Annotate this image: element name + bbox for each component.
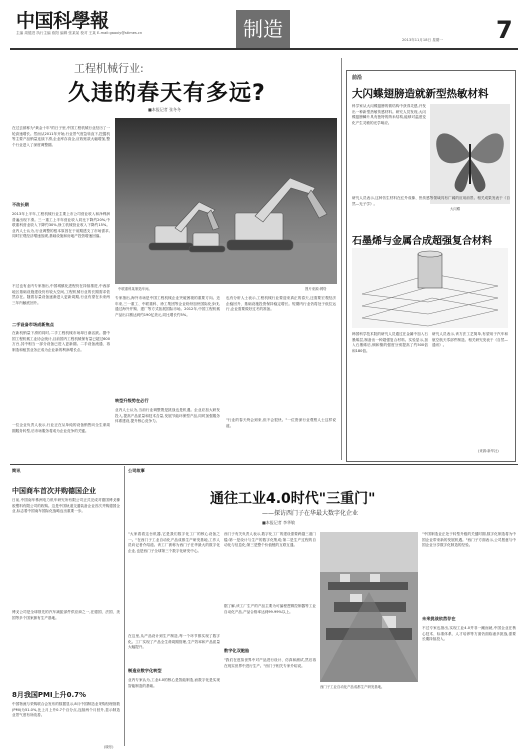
excavator-photo — [115, 118, 337, 284]
lead-subhead-3: 转型升级势在必行 — [115, 398, 149, 403]
lead-byline: ■本报记者 张冬冬 — [148, 107, 182, 112]
company-subhead-1: 制造业数字化转型 — [128, 668, 162, 673]
company-tag: 公司故事 — [128, 468, 145, 473]
newspaper-logo: 中国科學報 — [16, 10, 109, 32]
lead-photo-credit: 图片来源:网络 — [305, 287, 327, 291]
science-title-2: 石墨烯与金属合成超强复合材料 — [352, 236, 492, 247]
science-tag: 前沿 — [352, 75, 363, 81]
science-body-1: 科学家从大闪蝶翅膀的微结构中获得灵感,开发出一种新型热敏传感材料。研究人员发现,大闪蝶翅膀鳞片具有独特的纳米结构,能够对温度变化产生灵敏的光学响应。 — [352, 104, 426, 125]
company-col1: "大家看看这台机器,它是我们数字化工厂的核心设备之一。"在西门子工业自动化产品成都生产研发基地,工作人员向记者介绍道。该工厂被称为西门子在华最大的数字化企业,也是西门子全球第三个数字化研发中心。 — [128, 532, 220, 553]
briefs-divider — [124, 466, 125, 746]
lead-intro: 在过去被称为"黄金十年"的日子里,中国工程机械行业经历了一轮高速增长。然而从2011年开始,行业景气度急转直下,挖掘机等主要产品销量连续下滑,企业库存高企,应收账款大幅增加,整个行业进入了深度调整期。 — [12, 126, 110, 147]
butterfly-caption: 大闪蝶 — [450, 207, 461, 211]
lead-headline: 久违的春天有多远? — [68, 81, 266, 106]
company-col3: "中国制造业正处于转型升级的关键时期,数字化制造将为中国企业带来新的发展机遇。"西门子方面表示,公司愿意与中国企业分享数字化制造的经验。 — [422, 532, 516, 548]
lead-subhead-1: 不改长期 — [12, 202, 29, 207]
company-col2c: "我们在虚拟世界中对产品进行设计、仿真和测试,然后再在现实世界中进行生产。"西门子相关专家介绍说。 — [224, 658, 316, 668]
lead-col4: 也有分析人士表示,工程机械行业要迎来真正的春天,还需要宏观经济企稳回升、基础设施投资保持稳定增长。短期内行业仍将处于低位运行,企业需要做好过冬的准备。 — [226, 296, 336, 312]
briefs-body-1b: 博戈公司是全球领先的汽车减振部件供应商之一,在德国、法国、美国等多个国家拥有生产基地。 — [12, 610, 120, 620]
lead-subhead-2: 二手设备市场成新焦点 — [12, 322, 54, 327]
column-divider — [341, 58, 342, 460]
factory-photo — [320, 532, 418, 682]
lead-body-4: 一位企业负责人表示,行业正在从单纯的设备销售向全生命周期服务转型,后市场服务将成为企业竞争的关键。 — [12, 423, 110, 433]
briefs-title-2: 8月我国PMI上升0.7% — [12, 691, 86, 699]
butterfly-icon — [430, 104, 510, 204]
company-col2: 西门子有关负责人表示,数字化工厂的建设需要跨越三道门槛:第一是设计与生产的数字化集成;第二是生产过程的自动化与信息化;第三是整个价值链的互联互通。 — [224, 532, 316, 548]
lead-col4b: "行业的春天终会到来,但不会很快。"一位资深行业观察人士这样说道。 — [226, 418, 336, 428]
company-subhead-2: 数字化双胞胎 — [224, 648, 250, 653]
company-subhead: ——探访西门子在华最大数字化企业 — [262, 510, 359, 517]
masthead-rule — [10, 48, 518, 50]
briefs-body-1: 日前,中国南车株洲电力机车研究所有限公司正式完成对德国博戈橡胶塑料有限公司的收购。这是中国轨道交通装备企业首次并购德国企业,标志着中国南车国际化战略迈出重要一步。 — [12, 498, 120, 514]
company-col1b: 在这里,从产品设计到生产制造,每一个环节都实现了数字化。工厂实现了产品全生命周期管理,生产效率和产品质量大幅提升。 — [128, 634, 220, 650]
masthead-info: 主编 周德进 执行主编 欧阳 编辑 张某某 校对 王某 E-mail:gaoxiy@stimes.cn — [16, 31, 143, 35]
company-col1c: 业内专家认为,工业4.0的核心是智能制造,而数字化是实现智能制造的基础。 — [128, 678, 220, 688]
company-subhead-3: 未来挑战依然存在 — [422, 616, 456, 621]
science-body-1b: 研究人员表示,这种仿生材料在红外成像、热传感等领域具有广阔的应用前景。相关成果发表于《自然—光子学》。 — [352, 196, 510, 206]
section-rule — [10, 464, 518, 465]
lead-body-2: 不过也有业内专家指出,中国城镇化进程仍在持续推进,中西部地区基础设施建设仍有较大空间,工程机械行业的长期需求依然存在。随着存量设备逐渐进入更新周期,行业有望在未来两三年内触底回升。 — [12, 284, 110, 305]
briefs-body-2: 中国物流与采购联合会发布的数据显示,8月中国制造业采购经理指数(PMI)为51.0%,比上月上升0.7个百分点,连续两个月回升,显示制造业景气度有所改善。 — [12, 702, 120, 718]
briefs-tag: 简讯 — [12, 468, 21, 473]
company-col2b: 据了解,该工厂生产的产品主要为可编程逻辑控制器等工业自动化产品,产品合格率达到99.99%以上。 — [224, 604, 316, 614]
science-credit: (来源:新华社) — [478, 449, 499, 453]
factory-floor-photo — [320, 532, 418, 682]
section-tab: 制造 — [236, 10, 290, 48]
factory-photo-caption: 西门子工业自动化产品成都生产研发基地。 — [320, 685, 385, 689]
science-title-1: 大闪蝶翅膀造就新型热敏材料 — [352, 88, 489, 100]
science-body-2b: 研究人员表示,该方法工艺简单,有望用于汽车和航空航天零部件制造。相关研究发表于《自然—通讯》。 — [432, 332, 508, 348]
page-number: 7 — [496, 16, 513, 44]
butterfly-photo — [430, 104, 510, 204]
lead-kicker: 工程机械行业: — [74, 62, 144, 75]
company-headline: 通往工业4.0时代"三重门" — [210, 491, 376, 507]
briefs-title-1: 中国商车首次并购德国企业 — [12, 487, 96, 495]
lead-photo-caption: 中联重科某制造车间。 — [118, 287, 152, 291]
masthead-date: 2013年11月18日 星期一 — [402, 38, 443, 42]
graphene-diagram — [352, 248, 508, 328]
lead-photo — [115, 118, 337, 284]
company-col3b: 不过专家也指出,实现工业4.0并非一蹴而就,中国企业在核心技术、标准体系、人才培养等方面仍面临诸多挑战,需要长期持续投入。 — [422, 626, 516, 642]
lead-col3b: 业内人士认为,当前行业调整既是挑战也是机遇。企业应加大研发投入,提高产品质量和技术含量,发展节能环保型产品,同时加强服务体系建设,提升核心竞争力。 — [115, 408, 220, 424]
lead-body-3: 在新机销量下滑的同时,二手工程机械市场却日渐活跃。据中国工程机械工业协会统计,目前国内工程机械保有量已超过600万台,其中相当一部分设备已进入更新期。二手设备流通、再制造和租赁业务正成为企业新的利润增长点。 — [12, 331, 110, 352]
graphene-lattice-icon — [352, 248, 508, 328]
lead-col3: 专家指出,海外市场是中国工程机械企业突破困境的重要方向。近年来,三一重工、中联重科、徐工集团等企业纷纷加快国际化步伐,通过海外并购、建厂等方式拓展国际市场。2012年,中国工程机械产品出口额达到约190亿美元,同比增长约5%。 — [115, 296, 220, 317]
briefs-credit: (晓东) — [104, 745, 114, 749]
lead-body-1: 2013年上半年,工程机械行业主要上市公司营业收入和净利润普遍出现下滑。三一重工上半年营业收入同比下降约20%,中联重科营业收入下降约30%,徐工机械营业收入下降约15%。业内人士认为,行业调整的根本原因在于前期透支了市场需求,同时宏观经济增速放缓,基础设施和房地产投资增速回落。 — [12, 212, 110, 239]
company-byline: ■本报记者 李华敏 — [262, 520, 296, 525]
science-body-2: 韩国科学技术院的研究人员通过在金属中加入石墨烯层,制备出一种超强复合材料。实验显示,加入石墨烯后,铜和镍的强度分别提高了约500倍和180倍。 — [352, 332, 428, 353]
